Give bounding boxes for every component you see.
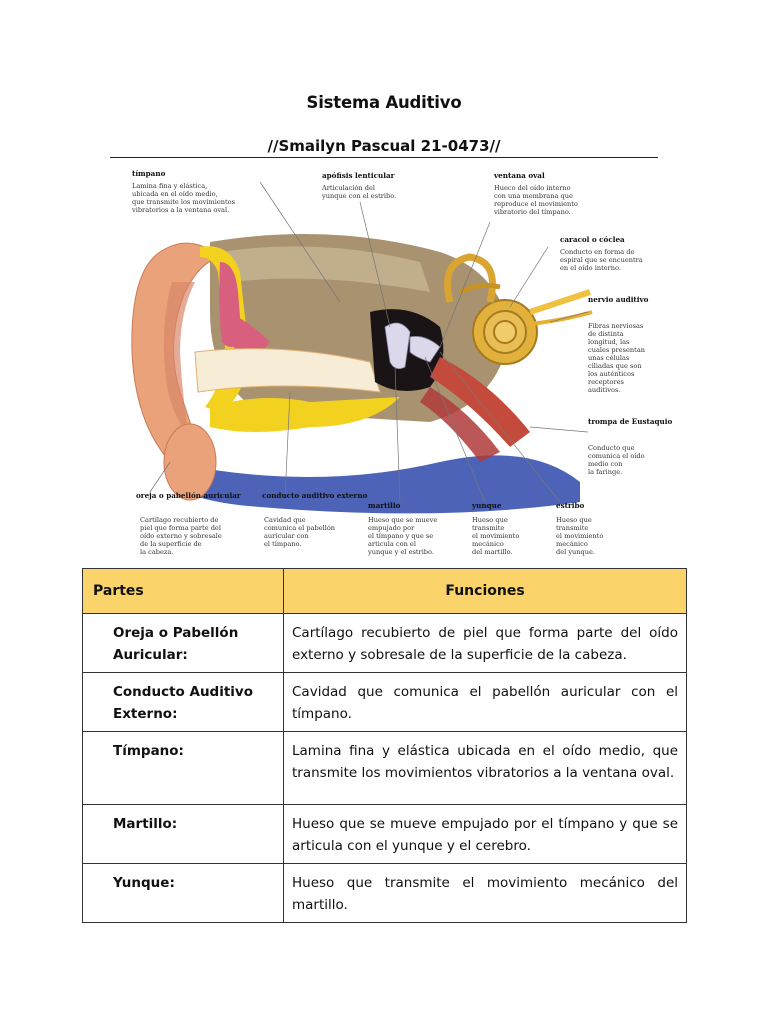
svg-text:empujado por: empujado por [368,524,415,532]
table-row [83,614,687,673]
ear-lobe [164,424,216,500]
table-row [83,732,687,805]
svg-text:piel que forma parte del: piel que forma parte del [140,524,221,532]
svg-text:el movimiento: el movimiento [556,532,604,540]
svg-text:mecánico: mecánico [472,540,504,548]
svg-text:tímpano: tímpano [132,169,166,178]
svg-text:la cabeza.: la cabeza. [140,548,174,556]
part-name: Tímpano: [83,732,284,805]
part-name: Oreja o Pabellón Auricular: [83,614,284,673]
parts-functions-table [82,568,687,923]
svg-text:Fibras nerviosas: Fibras nerviosas [588,322,644,330]
label-apofisis-lenticular [321,171,396,200]
svg-text:nervio auditivo: nervio auditivo [588,295,649,304]
part-function: Cavidad que comunica el pabellón auricular con el tímpano. [284,673,687,732]
svg-text:estribo: estribo [556,501,585,510]
svg-text:oído externo y sobresale: oído externo y sobresale [140,532,222,540]
svg-text:articula con el: articula con el [368,540,416,548]
svg-text:el tímpano.: el tímpano. [264,540,302,548]
svg-text:en el oído interno.: en el oído interno. [560,264,621,272]
label-ventana-oval [493,171,578,216]
svg-text:del martillo.: del martillo. [472,548,513,556]
part-name: Martillo: [83,805,284,864]
svg-text:Cavidad que: Cavidad que [264,516,306,524]
svg-text:conducto auditivo externo: conducto auditivo externo [262,491,368,500]
svg-text:auricular con: auricular con [264,532,309,540]
svg-text:la faringe.: la faringe. [588,468,623,476]
label-estribo [556,501,603,556]
label-timpano [131,169,236,214]
part-function: Cartílago recubierto de piel que forma parte del oído externo y sobresale de la superficie de la cabeza. [284,614,687,673]
author-line: //Smailyn Pascual 21-0473// [267,137,501,155]
svg-text:yunque con el estribo.: yunque con el estribo. [322,192,397,200]
svg-text:auditivos.: auditivos. [588,386,621,394]
svg-text:ciliadas que son: ciliadas que son [588,362,642,370]
svg-text:que transmite los movimientos: que transmite los movimientos [132,198,235,206]
svg-text:yunque y el estribo.: yunque y el estribo. [368,548,434,556]
svg-text:medio con: medio con [588,460,623,468]
ear-anatomy-diagram [110,162,673,567]
svg-text:espiral que se encuentra: espiral que se encuentra [560,256,643,264]
svg-text:Articulación del: Articulación del [322,184,375,192]
table-row [83,805,687,864]
svg-text:Hueso que: Hueso que [556,516,592,524]
svg-text:los auténticos: los auténticos [588,370,635,378]
svg-text:oreja o pabellón auricular: oreja o pabellón auricular [136,491,241,500]
part-function: Hueso que se mueve empujado por el tímpano y que se articula con el yunque y el cerebro. [284,805,687,864]
svg-text:apófisis lenticular: apófisis lenticular [322,171,395,180]
header-funciones: Funciones [284,569,687,614]
svg-text:caracol o cóclea: caracol o cóclea [560,235,625,244]
svg-text:transmite: transmite [556,524,589,532]
label-conducto [262,491,368,548]
svg-text:receptores: receptores [588,378,624,386]
svg-text:de distinta: de distinta [588,330,624,338]
title-divider [110,157,658,158]
svg-text:Hueso que: Hueso que [472,516,508,524]
table-header-row [83,569,687,614]
svg-text:unas células: unas células [588,354,630,362]
svg-text:cuales presentan: cuales presentan [588,346,645,354]
label-trompa-eustaquio [588,417,673,476]
part-function: Lamina fina y elástica ubicada en el oído medio, que transmite los movimientos vibratorios a la ventana oval. [284,732,687,805]
svg-text:comunica el pabellón: comunica el pabellón [264,524,336,532]
svg-text:transmite: transmite [472,524,505,532]
svg-text:mecánico: mecánico [556,540,588,548]
part-function: Hueso que transmite el movimiento mecánico del martillo. [284,864,687,923]
document-title: Sistema Auditivo [306,93,462,112]
svg-text:ventana oval: ventana oval [494,171,545,180]
ear-anatomy-illustration [110,162,673,567]
svg-text:del yunque.: del yunque. [556,548,596,556]
svg-text:Conducto que: Conducto que [588,444,635,452]
svg-text:Cartílago recubierto de: Cartílago recubierto de [140,516,219,524]
svg-text:ubicada en el oído medio,: ubicada en el oído medio, [132,190,218,198]
svg-text:con una membrana que: con una membrana que [494,192,573,200]
svg-text:trompa de Eustaquio: trompa de Eustaquio [588,417,673,426]
svg-text:martillo: martillo [368,501,401,510]
svg-text:vibratorios a la ventana oval.: vibratorios a la ventana oval. [132,206,230,214]
label-caracol [560,235,643,272]
part-name: Conducto Auditivo Externo: [83,673,284,732]
svg-text:Hueco del oído interno: Hueco del oído interno [494,184,571,192]
auditory-nerve [530,292,590,312]
table-row [83,864,687,923]
svg-text:Conducto en forma de: Conducto en forma de [560,248,635,256]
table-row [83,673,687,732]
svg-text:reproduce el movimiento: reproduce el movimiento [494,200,578,208]
svg-text:de la superficie de: de la superficie de [140,540,202,548]
svg-text:comunica el oído: comunica el oído [588,452,645,460]
part-name: Yunque: [83,864,284,923]
header-partes: Partes [83,569,284,614]
svg-text:Hueso que se mueve: Hueso que se mueve [368,516,438,524]
svg-text:vibratorio del tímpano.: vibratorio del tímpano. [494,208,571,216]
svg-text:longitud, las: longitud, las [588,338,630,346]
svg-text:Lamina fina y elástica,: Lamina fina y elástica, [132,182,208,190]
svg-text:el tímpano y que se: el tímpano y que se [368,532,434,540]
svg-text:el movimiento: el movimiento [472,532,520,540]
label-nervio-auditivo [588,295,649,394]
svg-text:yunque: yunque [472,501,502,510]
